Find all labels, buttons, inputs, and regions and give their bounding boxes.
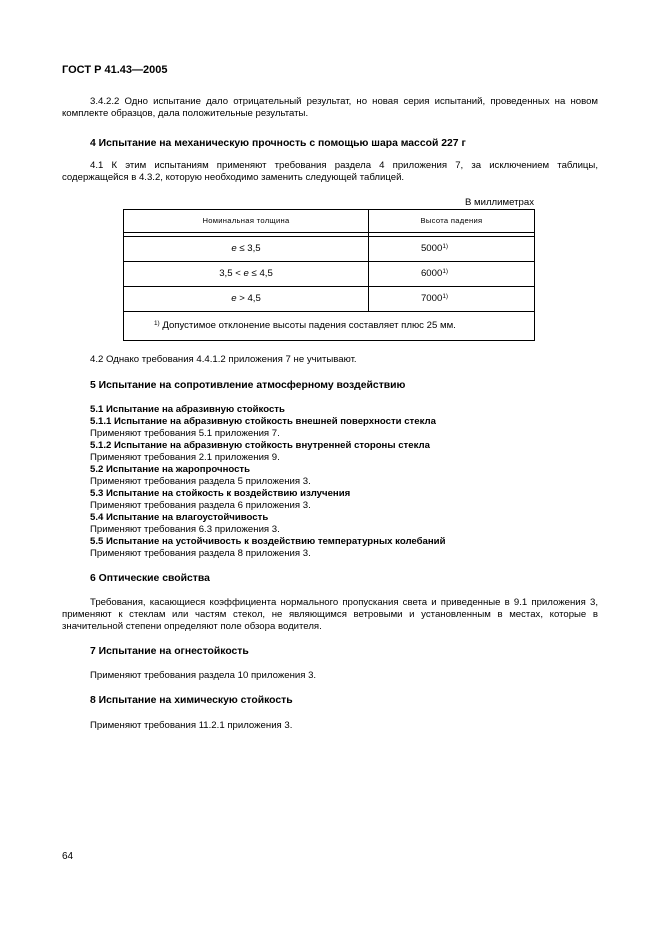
section-8-heading: 8 Испытание на химическую стойкость bbox=[90, 695, 293, 706]
section-7-heading: 7 Испытание на огнестойкость bbox=[90, 646, 249, 657]
section-7-text: Применяют требования раздела 10 приложения 3. bbox=[90, 670, 317, 681]
paragraph-4-2: 4.2 Однако требования 4.4.1.2 приложения 7 не учитывают. bbox=[90, 354, 357, 365]
section-5-body bbox=[90, 404, 445, 560]
table-unit-label: В миллиметрах bbox=[464, 197, 534, 208]
subsection-heading: 5.1.1 Испытание на абразивную стойкость внешней поверхности стекла bbox=[90, 416, 436, 427]
table-footnote: $^{1)}$ Допустимое отклонение высоты падения составляет плюс 25 мм. bbox=[124, 312, 535, 341]
subsection-heading: 5.1.2 Испытание на абразивную стойкость внутренней стороны стекла bbox=[90, 440, 430, 451]
section-4-heading: 4 Испытание на механическую прочность с помощью шара массой 227 г bbox=[90, 138, 466, 149]
section-8-text: Применяют требования 11.2.1 приложения 3. bbox=[90, 720, 293, 731]
drop-height-table bbox=[123, 209, 535, 341]
section-5-heading: 5 Испытание на сопротивление атмосферному воздействию bbox=[90, 380, 406, 391]
subsection-text: Применяют требования раздела 6 приложения 3. bbox=[90, 500, 311, 511]
section-6-heading: 6 Оптические свойства bbox=[90, 573, 210, 584]
table-row bbox=[124, 237, 535, 262]
paragraph-4-1: 4.1 К этим испытаниям применяют требования раздела 4 приложения 7, за исключением таблицы, содержащейся в 4.3.2, которую необходимо заменить следующей таблицей. bbox=[62, 160, 598, 183]
thickness-cell: е ≤ 3,5 bbox=[124, 237, 369, 262]
col-header-thickness: Номинальная толщина bbox=[124, 210, 369, 233]
col-header-height: Высота падения bbox=[369, 210, 535, 233]
page-number: 64 bbox=[62, 851, 74, 862]
table-row bbox=[124, 262, 535, 287]
subsection-heading: 5.5 Испытание на устойчивость к воздействию температурных колебаний bbox=[90, 536, 446, 547]
section-6-text: Требования, касающиеся коэффициента нормального пропускания света и приведенные в 9.1 приложения 3, применяют к стеклам или частям стекол, не являющимся ветровыми и установленным в местах, которые в значительной степени определяют поле обзора водителя. bbox=[62, 597, 598, 632]
subsection-text: Применяют требования раздела 5 приложения 3. bbox=[90, 476, 311, 487]
paragraph-3-4-2-2: 3.4.2.2 Одно испытание дало отрицательный результат, но новая серия испытаний, проведенных на новом комплекте образцов, дала положительные результаты. bbox=[62, 96, 598, 119]
table-footnote-row bbox=[124, 312, 535, 341]
thickness-cell: е > 4,5 bbox=[124, 287, 369, 312]
table-header-row bbox=[124, 210, 535, 233]
subsection-text: Применяют требования 5.1 приложения 7. bbox=[90, 428, 280, 439]
subsection-text: Применяют требования 2.1 приложения 9. bbox=[90, 452, 280, 463]
height-cell: 6000$^{1)}$ bbox=[369, 262, 535, 287]
document-header: ГОСТ Р 41.43—2005 bbox=[62, 64, 168, 76]
subsection-text: Применяют требования раздела 8 приложения 3. bbox=[90, 548, 311, 559]
height-cell: 7000$^{1)}$ bbox=[369, 287, 535, 312]
thickness-cell: 3,5 < е ≤ 4,5 bbox=[124, 262, 369, 287]
subsection-heading: 5.2 Испытание на жаропрочность bbox=[90, 464, 251, 475]
subsection-text: Применяют требования 6.3 приложения 3. bbox=[90, 524, 280, 535]
subsection-heading: 5.1 Испытание на абразивную стойкость bbox=[90, 404, 285, 415]
table-row bbox=[124, 287, 535, 312]
height-cell: 5000$^{1)}$ bbox=[369, 237, 535, 262]
subsection-heading: 5.4 Испытание на влагоустойчивость bbox=[90, 512, 269, 523]
subsection-heading: 5.3 Испытание на стойкость к воздействию излучения bbox=[90, 488, 351, 499]
